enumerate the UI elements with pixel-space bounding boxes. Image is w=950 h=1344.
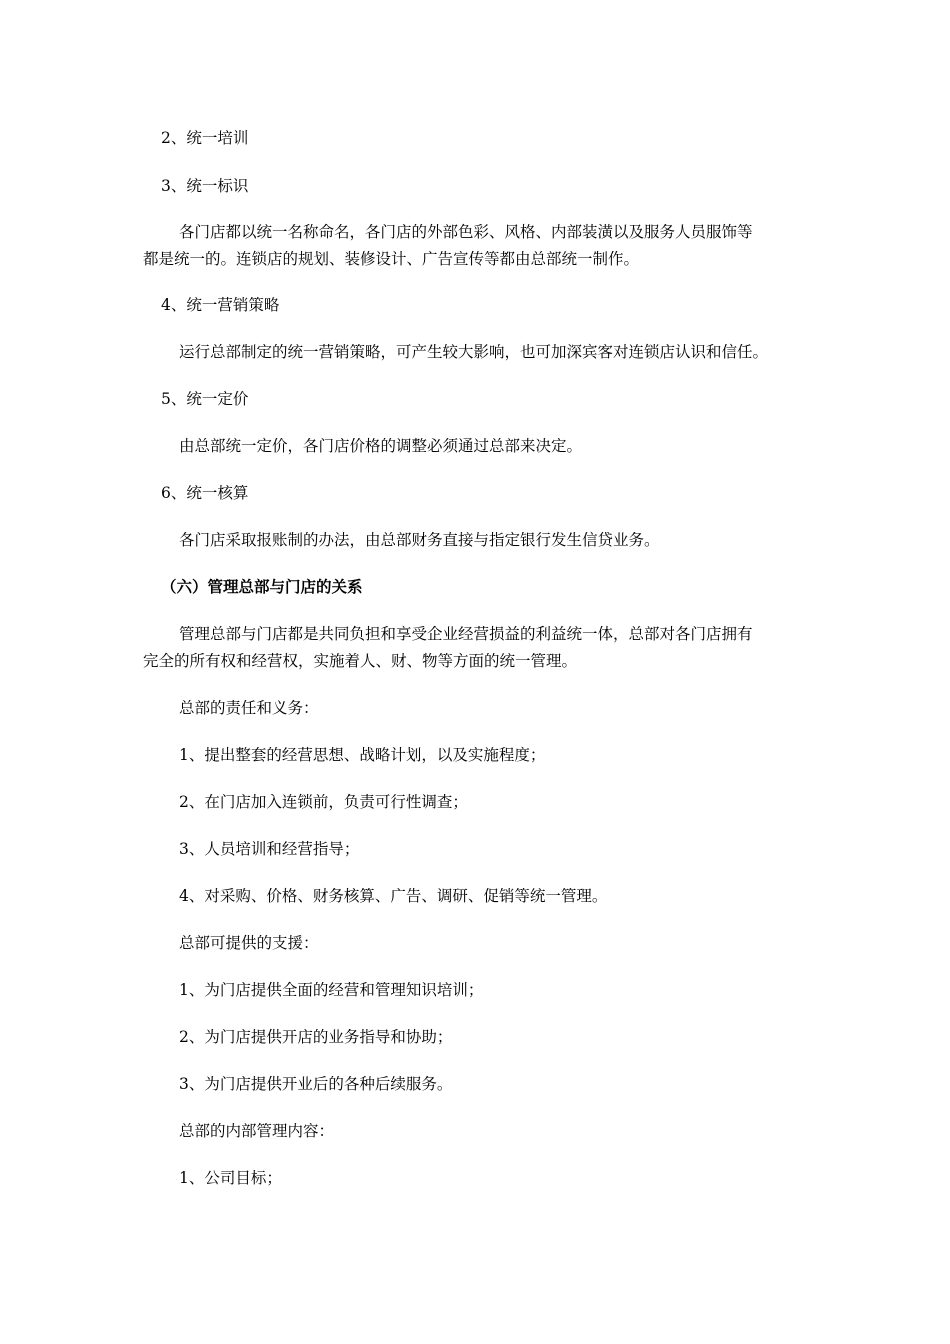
paragraph-relationship-line-2: 完全的所有权和经营权，实施着人、财、物等方面的统一管理。 — [143, 652, 578, 670]
paragraph-accounting: 各门店采取报账制的办法，由总部财务直接与指定银行发生信贷业务。 — [179, 531, 660, 549]
list-item-unified-pricing: 5、统一定价 — [161, 390, 249, 408]
paragraph-identity-line-1: 各门店都以统一名称命名，各门店的外部色彩、风格、内部装潢以及服务人员服饰等 — [179, 223, 753, 241]
list-item-support-1: 1、为门店提供全面的经营和管理知识培训； — [179, 981, 484, 999]
list-item-responsibility-2: 2、在门店加入连锁前，负责可行性调查； — [179, 793, 468, 811]
list-item-unified-marketing: 4、统一营销策略 — [161, 296, 280, 314]
list-item-internal-1: 1、公司目标； — [179, 1169, 282, 1187]
paragraph-identity-line-2: 都是统一的。连锁店的规划、装修设计、广告宣传等都由总部统一制作。 — [143, 250, 640, 268]
subheading-internal-management: 总部的内部管理内容： — [179, 1122, 335, 1140]
list-item-responsibility-3: 3、人员培训和经营指导； — [179, 840, 360, 858]
subheading-responsibilities: 总部的责任和义务： — [179, 699, 319, 717]
section-heading-relationship: （六）管理总部与门店的关系 — [161, 577, 363, 596]
list-item-unified-accounting: 6、统一核算 — [161, 484, 249, 502]
list-item-responsibility-4: 4、对采购、价格、财务核算、广告、调研、促销等统一管理。 — [179, 887, 608, 905]
list-item-support-2: 2、为门店提供开店的业务指导和协助； — [179, 1028, 453, 1046]
list-item-unified-training: 2、统一培训 — [161, 129, 249, 147]
paragraph-pricing: 由总部统一定价，各门店价格的调整必须通过总部来决定。 — [179, 437, 583, 455]
list-item-support-3: 3、为门店提供开业后的各种后续服务。 — [179, 1075, 453, 1093]
paragraph-relationship-line-1: 管理总部与门店都是共同负担和享受企业经营损益的利益统一体，总部对各门店拥有 — [179, 625, 753, 643]
list-item-unified-identity: 3、统一标识 — [161, 177, 249, 195]
paragraph-marketing: 运行总部制定的统一营销策略，可产生较大影响，也可加深宾客对连锁店认识和信任。 — [179, 343, 769, 361]
list-item-responsibility-1: 1、提出整套的经营思想、战略计划，以及实施程度； — [179, 746, 546, 764]
subheading-support: 总部可提供的支援： — [179, 934, 319, 952]
